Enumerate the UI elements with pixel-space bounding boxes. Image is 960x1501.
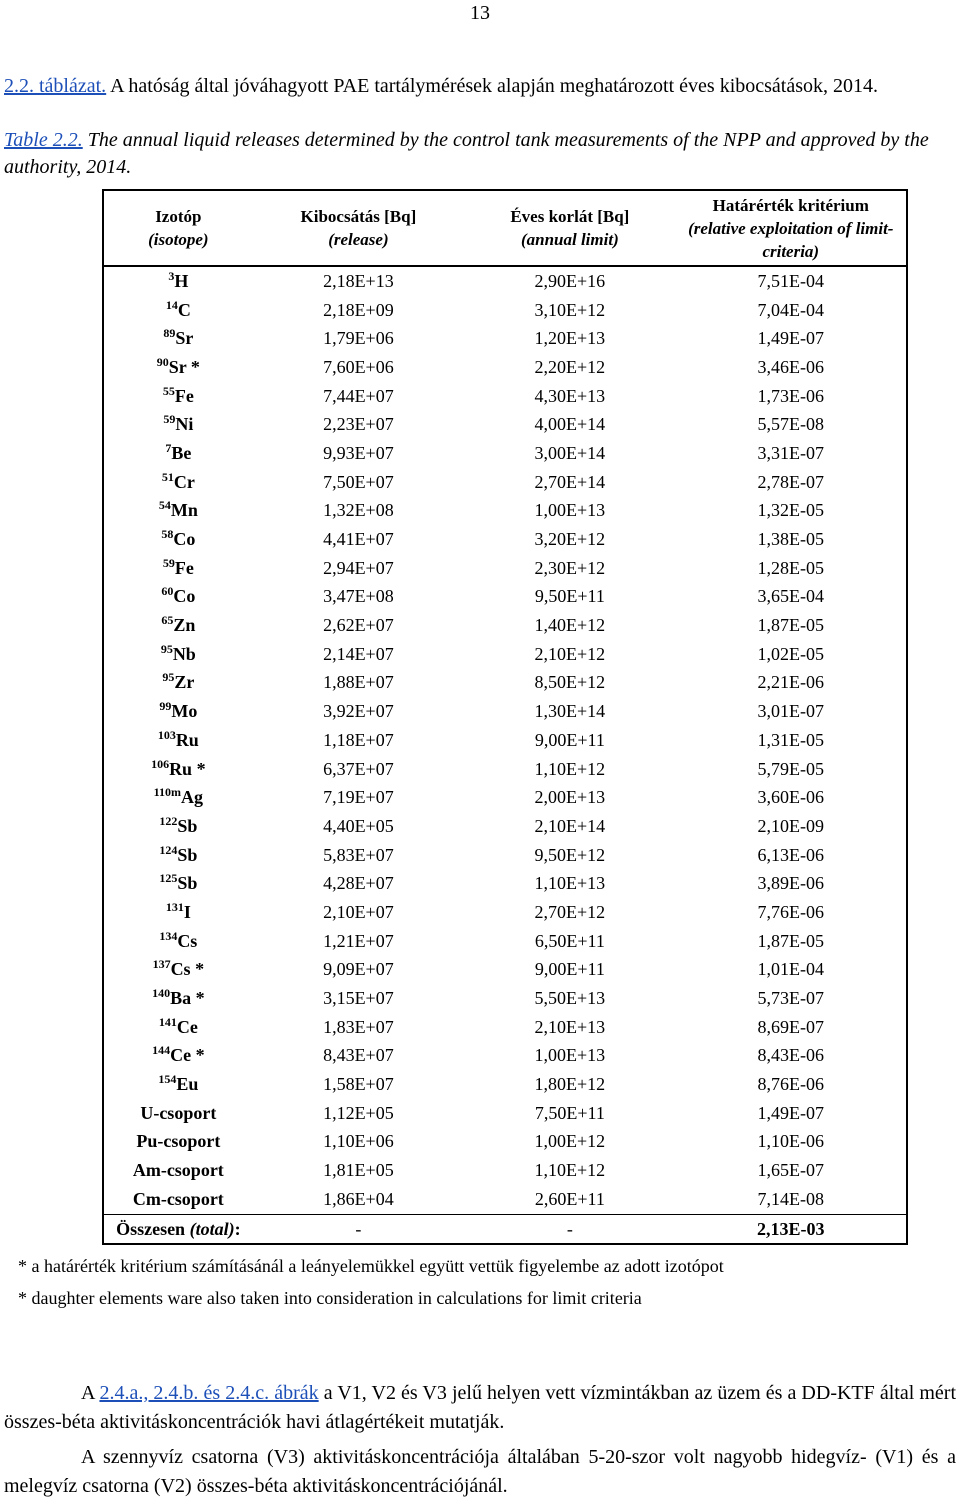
criteria-cell: 7,51E-04 — [676, 266, 907, 296]
isotope-cell — [103, 525, 253, 554]
table-row — [103, 669, 907, 698]
total-label: Összesen (total): — [103, 1214, 253, 1244]
table-row — [103, 468, 907, 497]
release-cell: 8,43E+07 — [323, 1045, 394, 1066]
isotope-name: Ce — [176, 1016, 198, 1037]
criteria-cell: 1,73E-06 — [676, 382, 907, 411]
isotope-name: C — [177, 299, 191, 320]
isotope-name: Ba * — [170, 988, 205, 1009]
table-row — [103, 353, 907, 382]
isotope-cell — [103, 296, 253, 325]
page-number: 13 — [470, 2, 490, 24]
isotope-name: Sb — [177, 815, 198, 836]
release-cell: 4,40E+05 — [323, 815, 394, 836]
isotope-name: Ni — [175, 414, 194, 435]
isotope-cell — [103, 984, 253, 1013]
table-row — [103, 783, 907, 812]
release-cell: 1,83E+07 — [323, 1016, 394, 1037]
isotope-name: Mo — [171, 701, 198, 722]
figure-reference-link[interactable]: 2.4.a., 2.4.b. és 2.4.c. ábrák — [99, 1382, 319, 1404]
criteria-cell: 8,69E-07 — [676, 1013, 907, 1042]
release-cell: 9,93E+07 — [323, 442, 394, 463]
isotope-cell — [103, 439, 253, 468]
table-row — [103, 554, 907, 583]
limit-cell: 1,10E+12 — [534, 758, 606, 779]
isotope-cell — [103, 382, 253, 411]
caption-hu-text: A hatóság által jóváhagyott PAE tartálymérések alapján meghatározott éves kibocsátások, 2014. — [106, 75, 879, 97]
mass-number: 110m — [153, 785, 181, 800]
isotope-name: Mn — [170, 500, 198, 521]
criteria-cell: 7,04E-04 — [676, 296, 907, 325]
mass-number: 106 — [151, 756, 170, 771]
mass-number: 154 — [158, 1072, 177, 1087]
limit-cell: 1,00E+13 — [534, 1045, 606, 1066]
isotope-name: Co — [173, 586, 196, 607]
limit-cell: 1,10E+13 — [534, 873, 606, 894]
limit-cell: 4,30E+13 — [534, 385, 606, 406]
release-cell: 1,81E+05 — [323, 1160, 394, 1181]
total-limit: - — [464, 1214, 675, 1244]
criteria-cell: 6,13E-06 — [676, 841, 907, 870]
header-release: Kibocsátás [Bq] (release) — [253, 190, 464, 266]
table-row — [103, 1156, 907, 1185]
isotope-name: Ru — [175, 729, 199, 750]
criteria-cell: 7,76E-06 — [676, 898, 907, 927]
release-cell: 3,15E+07 — [323, 988, 394, 1009]
mass-number: 55 — [162, 383, 175, 398]
mass-number: 137 — [152, 957, 171, 972]
limit-cell: 4,00E+14 — [534, 414, 606, 435]
isotope-cell — [103, 841, 253, 870]
isotope-name: Nb — [172, 643, 196, 664]
limit-cell: 1,80E+12 — [534, 1074, 606, 1095]
criteria-cell: 1,28E-05 — [676, 554, 907, 583]
isotope-cell — [103, 583, 253, 612]
limit-cell: 2,10E+14 — [534, 815, 606, 836]
isotope-cell — [103, 927, 253, 956]
table-row — [103, 956, 907, 985]
table-row — [103, 1099, 907, 1128]
mass-number: 144 — [152, 1043, 171, 1058]
total-release: - — [253, 1214, 464, 1244]
limit-cell: 8,50E+12 — [534, 672, 606, 693]
header-limit-criteria: Határérték kritérium (relative exploitation of limit-criteria) — [676, 190, 907, 266]
limit-cell: 3,10E+12 — [534, 299, 606, 320]
table-row — [103, 439, 907, 468]
table-row — [103, 410, 907, 439]
release-cell: 7,60E+06 — [323, 356, 394, 377]
release-cell: 1,58E+07 — [323, 1074, 394, 1095]
isotope-name: U-csoport — [140, 1102, 217, 1123]
mass-number: 99 — [159, 699, 172, 714]
isotope-name: Pu-csoport — [136, 1131, 221, 1152]
isotope-cell — [103, 1099, 253, 1128]
mass-number: 141 — [158, 1014, 177, 1029]
table-row — [103, 1042, 907, 1071]
release-cell: 2,18E+13 — [323, 270, 394, 291]
table-row — [103, 1128, 907, 1157]
isotope-name: H — [174, 270, 189, 291]
table-body — [103, 266, 907, 1214]
isotope-cell — [103, 1013, 253, 1042]
limit-cell: 2,30E+12 — [534, 557, 606, 578]
release-cell: 7,50E+07 — [323, 471, 394, 492]
release-cell: 2,23E+07 — [323, 414, 394, 435]
criteria-cell: 1,10E-06 — [676, 1128, 907, 1157]
isotope-cell — [103, 611, 253, 640]
mass-number: 131 — [165, 899, 184, 914]
release-cell: 6,37E+07 — [323, 758, 394, 779]
table-row — [103, 497, 907, 526]
table-row — [103, 640, 907, 669]
table-reference-link-en[interactable]: Table 2.2. — [4, 129, 83, 151]
table-caption-hungarian — [4, 73, 954, 100]
mass-number: 124 — [159, 842, 178, 857]
isotope-cell — [103, 1070, 253, 1099]
isotope-cell — [103, 755, 253, 784]
isotope-cell — [103, 726, 253, 755]
criteria-cell: 1,65E-07 — [676, 1156, 907, 1185]
criteria-cell: 1,87E-05 — [676, 927, 907, 956]
criteria-cell: 3,01E-07 — [676, 697, 907, 726]
release-cell: 1,21E+07 — [323, 930, 394, 951]
mass-number: 59 — [163, 412, 176, 427]
criteria-cell: 5,79E-05 — [676, 755, 907, 784]
criteria-cell: 1,32E-05 — [676, 497, 907, 526]
criteria-cell: 1,31E-05 — [676, 726, 907, 755]
criteria-cell: 3,65E-04 — [676, 583, 907, 612]
limit-cell: 9,00E+11 — [534, 729, 605, 750]
table-reference-link[interactable]: 2.2. táblázat. — [4, 75, 107, 97]
mass-number: 3 — [168, 268, 175, 283]
criteria-cell: 1,01E-04 — [676, 956, 907, 985]
limit-cell: 2,90E+16 — [534, 270, 606, 291]
isotope-cell — [103, 353, 253, 382]
limit-cell: 2,70E+12 — [534, 901, 606, 922]
paragraph-sewer-channel: A szennyvíz csatorna (V3) aktivitáskoncentrációja általában 5-20-szor volt nagyobb hidegvíz- (V1) és a melegvíz csatorna (V2) összes-béta aktivitáskoncentrációjánál. — [4, 1446, 956, 1497]
limit-cell: 3,20E+12 — [534, 529, 606, 550]
criteria-cell: 5,73E-07 — [676, 984, 907, 1013]
limit-cell: 1,10E+12 — [534, 1160, 606, 1181]
table-caption-english — [4, 127, 954, 181]
isotope-cell — [103, 869, 253, 898]
limit-cell: 1,30E+14 — [534, 701, 606, 722]
criteria-cell: 2,10E-09 — [676, 812, 907, 841]
isotope-cell — [103, 812, 253, 841]
mass-number: 103 — [157, 727, 176, 742]
isotope-name: Cs — [177, 930, 198, 951]
table-row — [103, 382, 907, 411]
release-cell: 2,62E+07 — [323, 615, 394, 636]
release-cell: 2,18E+09 — [323, 299, 394, 320]
table-row — [103, 869, 907, 898]
isotope-name: Be — [171, 442, 192, 463]
limit-cell: 2,20E+12 — [534, 356, 606, 377]
criteria-cell: 3,46E-06 — [676, 353, 907, 382]
release-cell: 1,79E+06 — [323, 328, 394, 349]
isotope-cell — [103, 956, 253, 985]
limit-cell: 9,00E+11 — [534, 959, 605, 980]
release-cell: 1,12E+05 — [323, 1102, 394, 1123]
isotope-name: Cr — [173, 471, 195, 492]
mass-number: 59 — [162, 555, 175, 570]
footnote-hungarian: * a határérték kritérium számításánál a leányelemükkel együtt vettük figyelembe az adott izotópot — [18, 1256, 724, 1276]
release-cell: 3,47E+08 — [323, 586, 394, 607]
mass-number: 51 — [161, 469, 174, 484]
table-total-row — [103, 1214, 907, 1244]
table-row — [103, 726, 907, 755]
release-cell: 5,83E+07 — [323, 844, 394, 865]
table-row — [103, 1070, 907, 1099]
criteria-cell: 1,49E-07 — [676, 1099, 907, 1128]
release-cell: 3,92E+07 — [323, 701, 394, 722]
release-cell: 1,18E+07 — [323, 729, 394, 750]
limit-cell: 1,00E+13 — [534, 500, 606, 521]
mass-number: 134 — [159, 928, 178, 943]
releases-table — [102, 189, 908, 1245]
criteria-cell: 1,02E-05 — [676, 640, 907, 669]
isotope-name: Ru * — [169, 758, 206, 779]
table-row — [103, 1185, 907, 1214]
table-row — [103, 1013, 907, 1042]
isotope-cell — [103, 497, 253, 526]
isotope-name: Sb — [177, 844, 198, 865]
release-cell: 1,32E+08 — [323, 500, 394, 521]
table-row — [103, 841, 907, 870]
mass-number: 125 — [159, 871, 178, 886]
isotope-cell — [103, 554, 253, 583]
total-criteria: 2,13E-03 — [676, 1214, 907, 1244]
isotope-name: Sb — [177, 873, 198, 894]
mass-number: 7 — [165, 440, 172, 455]
isotope-cell — [103, 1156, 253, 1185]
table-row — [103, 812, 907, 841]
criteria-cell: 7,14E-08 — [676, 1185, 907, 1214]
release-cell: 2,14E+07 — [323, 643, 394, 664]
header-isotope: Izotóp (isotope) — [103, 190, 253, 266]
limit-cell: 7,50E+11 — [534, 1102, 605, 1123]
isotope-name: Sr * — [168, 356, 200, 377]
isotope-name: Cm-csoport — [132, 1188, 224, 1209]
isotope-name: Ag — [181, 787, 203, 808]
mass-number: 54 — [158, 498, 171, 513]
criteria-cell: 3,60E-06 — [676, 783, 907, 812]
criteria-cell: 8,43E-06 — [676, 1042, 907, 1071]
release-cell: 4,28E+07 — [323, 873, 394, 894]
table-row — [103, 611, 907, 640]
limit-cell: 6,50E+11 — [534, 930, 605, 951]
limit-cell: 9,50E+11 — [534, 586, 605, 607]
table-row — [103, 324, 907, 353]
criteria-cell: 5,57E-08 — [676, 410, 907, 439]
release-cell: 2,10E+07 — [323, 901, 394, 922]
criteria-cell: 2,78E-07 — [676, 468, 907, 497]
release-cell: 7,44E+07 — [323, 385, 394, 406]
isotope-cell — [103, 640, 253, 669]
mass-number: 58 — [161, 527, 174, 542]
limit-cell: 2,70E+14 — [534, 471, 606, 492]
isotope-cell — [103, 783, 253, 812]
mass-number: 122 — [159, 813, 178, 828]
table-row — [103, 296, 907, 325]
criteria-cell: 2,21E-06 — [676, 669, 907, 698]
criteria-cell: 8,76E-06 — [676, 1070, 907, 1099]
footnote-english: * daughter elements ware also taken into consideration in calculations for limit criteria — [18, 1288, 642, 1308]
isotope-cell — [103, 1042, 253, 1071]
limit-cell: 9,50E+12 — [534, 844, 606, 865]
isotope-cell — [103, 697, 253, 726]
limit-cell: 1,20E+13 — [534, 328, 606, 349]
limit-cell: 2,60E+11 — [534, 1188, 605, 1209]
release-cell: 1,10E+06 — [323, 1131, 394, 1152]
limit-cell: 3,00E+14 — [534, 442, 606, 463]
criteria-cell: 1,38E-05 — [676, 525, 907, 554]
isotope-name: Zr — [174, 672, 195, 693]
isotope-cell — [103, 410, 253, 439]
table-row — [103, 266, 907, 296]
mass-number: 90 — [156, 354, 169, 369]
isotope-name: Cs * — [170, 959, 205, 980]
table-row — [103, 755, 907, 784]
release-cell: 9,09E+07 — [323, 959, 394, 980]
table-row — [103, 927, 907, 956]
criteria-cell: 3,31E-07 — [676, 439, 907, 468]
isotope-cell — [103, 898, 253, 927]
isotope-cell — [103, 1128, 253, 1157]
isotope-cell — [103, 669, 253, 698]
mass-number: 95 — [162, 670, 175, 685]
release-cell: 1,88E+07 — [323, 672, 394, 693]
mass-number: 95 — [160, 641, 173, 656]
isotope-cell — [103, 266, 253, 296]
table-row — [103, 898, 907, 927]
paragraph-figures: A 2.4.a., 2.4.b. és 2.4.c. ábrák a V1, V2 és V3 jelű helyen vett vízmintákban az üzem és a DD-KTF által mért összes-béta aktivitáskoncentrációk havi átlagértékeit mutatják. — [4, 1382, 957, 1433]
table-row — [103, 583, 907, 612]
release-cell: 4,41E+07 — [323, 529, 394, 550]
limit-cell: 1,40E+12 — [534, 615, 606, 636]
isotope-cell — [103, 324, 253, 353]
limit-cell: 2,10E+12 — [534, 643, 606, 664]
isotope-cell — [103, 1185, 253, 1214]
isotope-name: Ce * — [170, 1045, 205, 1066]
release-cell: 2,94E+07 — [323, 557, 394, 578]
limit-cell: 2,00E+13 — [534, 787, 606, 808]
table-row — [103, 984, 907, 1013]
mass-number: 140 — [152, 986, 171, 1001]
table-row — [103, 697, 907, 726]
isotope-name: Eu — [176, 1074, 199, 1095]
criteria-cell: 1,87E-05 — [676, 611, 907, 640]
release-cell: 7,19E+07 — [323, 787, 394, 808]
isotope-name: Sr — [175, 328, 194, 349]
isotope-cell — [103, 468, 253, 497]
isotope-name: Fe — [174, 557, 194, 578]
limit-cell: 5,50E+13 — [534, 988, 606, 1009]
isotope-name: Co — [173, 529, 196, 550]
release-cell: 1,86E+04 — [323, 1188, 394, 1209]
isotope-name: Fe — [174, 385, 194, 406]
limit-cell: 1,00E+12 — [534, 1131, 606, 1152]
isotope-name: Am-csoport — [132, 1160, 224, 1181]
caption-en-text: The annual liquid releases determined by the control tank measurements of the NPP and approved by the authority, 2014. — [4, 129, 929, 178]
header-annual-limit: Éves korlát [Bq] (annual limit) — [464, 190, 675, 266]
criteria-cell: 1,49E-07 — [676, 324, 907, 353]
mass-number: 14 — [165, 297, 178, 312]
criteria-cell: 3,89E-06 — [676, 869, 907, 898]
isotope-name: I — [183, 901, 191, 922]
mass-number: 60 — [161, 584, 174, 599]
mass-number: 65 — [161, 613, 174, 628]
limit-cell: 2,10E+13 — [534, 1016, 606, 1037]
table-header-row — [103, 190, 907, 266]
mass-number: 89 — [163, 326, 176, 341]
table-row — [103, 525, 907, 554]
isotope-name: Zn — [173, 615, 196, 636]
